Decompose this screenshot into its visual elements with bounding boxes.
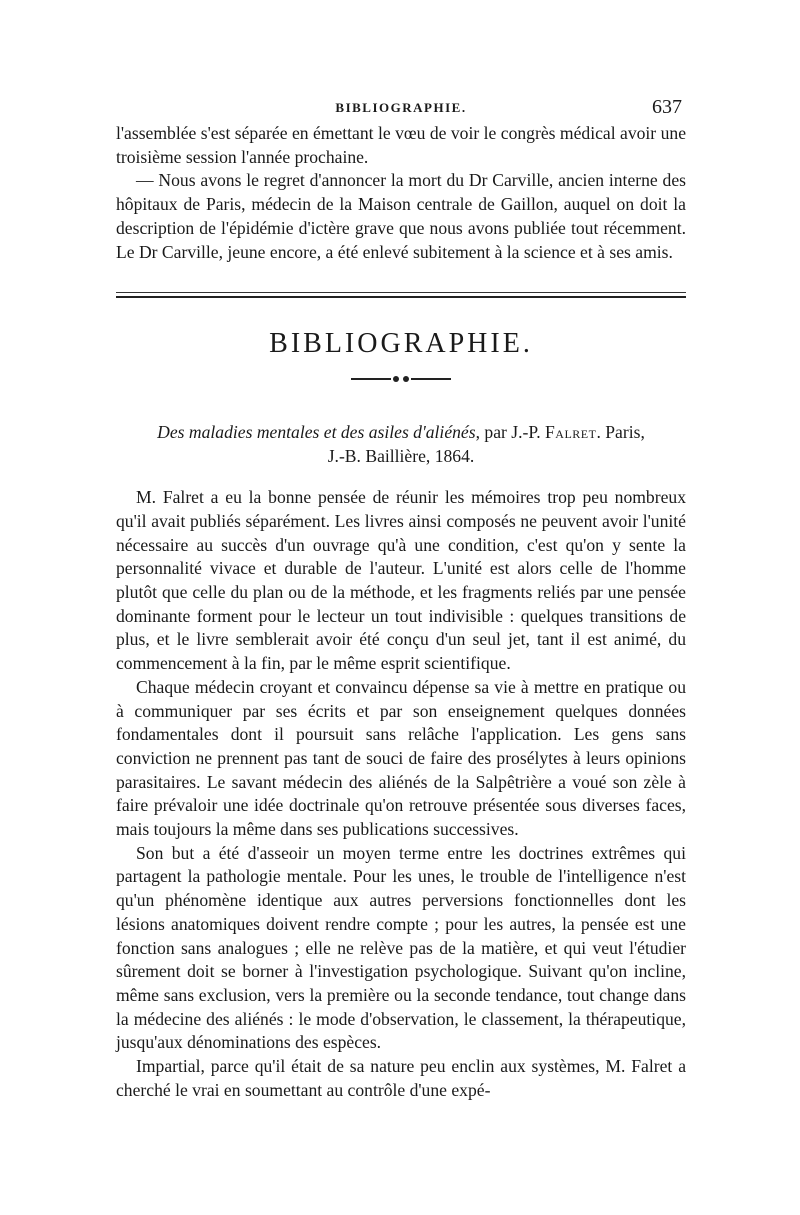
review-paragraph: Impartial, parce qu'il était de sa nature peu enclin aux systèmes, M. Falret a cherché le vrai en soumettant au contrôle d'une expé- [116,1056,686,1100]
running-title: BIBLIOGRAPHIE. [335,100,467,115]
reference-by: , par J.-P. [475,422,545,443]
section-divider [116,292,686,298]
book-title: Des maladies mentales et des asiles d'aliénés [157,422,476,443]
ornament-rule-icon [116,374,686,384]
review-paragraph: Chaque médecin croyant et convaincu dépense sa vie à mettre en pratique ou à communiquer par ses écrits et par son enseignement quelques données fondamentales dont il poursuit sans relâche l'application. Les gens sans conviction ne prennent pas tant de souci de faire des prosélytes à leurs opinions parasitaires. Le savant médecin des aliénés de la Salpêtrière a voué son zèle à faire prévaloir une idée doctrinale qu'on retrouve présentée sous diverses faces, mais toujours la même dans ses publications successives. [116,676,686,840]
closing-paragraph: l'assemblée s'est séparée en émettant le vœu de voir le congrès médical avoir une troisième session l'année prochaine. [116,123,686,167]
divider-thin-line [116,292,686,293]
review-body [116,486,686,1102]
section-title: BIBLIOGRAPHIE. [269,328,533,360]
book-publisher: J.-B. Baillière, 1864. [327,446,475,467]
book-reference [116,420,686,468]
obituary-paragraph: — Nous avons le regret d'annoncer la mort du Dr Carville, ancien interne des hôpitaux de Paris, médecin de la Maison centrale de Gaillon, auquel on doit la description de l'épidémie d'ictère grave que nous avons publiée tout récemment. Le Dr Carville, jeune encore, a été enlevé subitement à la science et à ses amis. [116,170,686,262]
running-head [116,96,686,122]
book-page [116,96,686,1103]
book-author: Falret [545,422,597,443]
reference-place: . Paris, [596,422,645,443]
review-paragraph: Son but a été d'asseoir un moyen terme entre les doctrines extrêmes qui partagent la pathologie mentale. Pour les unes, le trouble de l'intelligence n'est qu'un phénomène identique aux autres perversions fonctionnelles dont les lésions anatomiques doivent rendre compte ; pour les autres, la pensée est une fonction sans analogues ; elle ne relève pas de la matière, et qui veut l'étudier sûrement doit se borner à l'investigation psychologique. Suivant qu'on incline, même sans exclusion, vers la première ou la seconde tendance, tout change dans la médecine des aliénés : le mode d'observation, le classement, la thérapeutique, jusqu'aux dénominations des espèces. [116,842,686,1053]
page-number: 637 [652,96,682,118]
review-paragraph: M. Falret a eu la bonne pensée de réunir les mémoires trop peu nombreux qu'il avait publiés séparément. Les livres ainsi composés ne peuvent avoir l'unité nécessaire au succès d'un ouvrage qu'à une condition, c'est qu'on y sente la personnalité vivace et durable de l'auteur. L'unité est alors celle de l'homme plutôt que celle du plan ou de la méthode, et les fragments reliés par une pensée dominante forment pour le lecteur un tout indivisible : quelques transitions de plus, et le livre semblerait avoir été conçu d'un seul jet, tant il est animé, du commencement à la fin, par le même esprit scientifique. [116,487,686,674]
divider-thick-line [116,296,686,298]
